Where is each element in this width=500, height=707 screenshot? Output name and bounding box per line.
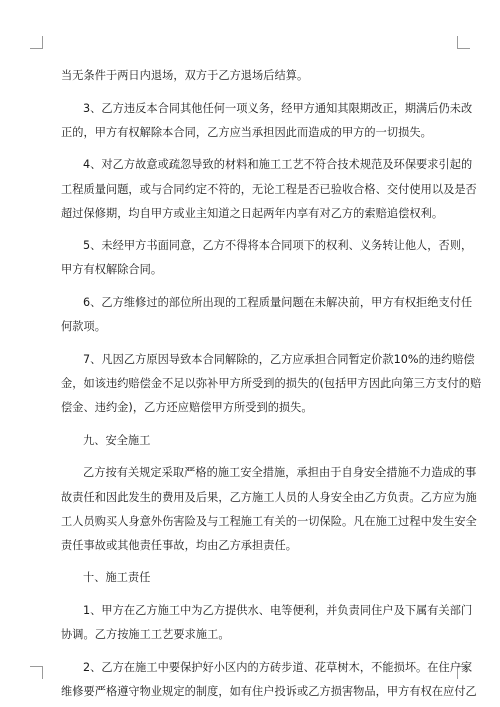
text-line: 正的，甲方有权解除本合同，乙方应当承担因此而造成的甲方的一切损失。 — [61, 125, 432, 139]
crop-mark-bottom-left — [30, 666, 43, 679]
text-line: 4、对乙方故意或疏忽导致的材料和施工工艺不符合技术规范及环保要求引起的 — [83, 158, 473, 172]
text-line: 当无条件于两日内退场，双方于乙方退场后结算。 — [61, 69, 309, 82]
paragraph-spacing — [61, 145, 441, 154]
text-line: 何款项。 — [61, 320, 106, 334]
text-line: 工程质量问题，或与合同约定不符的，无论工程是否已验收合格、交付使用以及是否 — [61, 182, 477, 196]
text-line: 维修要严格遵守物业规定的制度，如有住户投诉或乙方损害物品，甲方有权在应付乙 — [61, 685, 477, 698]
paragraph-resp1 — [61, 599, 473, 647]
text-line: 协调。乙方按施工工艺要求施工。 — [61, 628, 230, 642]
paragraph-spacing — [61, 88, 441, 97]
crop-mark-top-left — [30, 36, 43, 49]
paragraph-item3 — [61, 97, 473, 145]
text-line: 金，如该违约赔偿金不足以弥补甲方所受到的损失的(包括甲方因此向第三方支付的赔 — [61, 377, 482, 390]
text-line: 1、甲方在乙方施工中为乙方提供水、电等便利，并负责同住户及下属有关部门 — [83, 604, 473, 618]
paragraph-heading9 — [61, 429, 441, 453]
crop-mark-top-right — [457, 36, 470, 49]
text-line: 超过保修期，均自甲方或业主知道之日起两年内享有对乙方的索赔追偿权利。 — [61, 206, 444, 220]
paragraph-resp2 — [61, 656, 477, 704]
text-line: 工人员购买人身意外伤害险及与工程施工有关的一切保险。凡在施工过程中发生安全 — [61, 514, 477, 528]
text-line: 十、施工责任 — [83, 571, 151, 585]
text-line: 2、乙方在施工中要保护好小区内的方砖步道、花草树木，不能损坏。在住户家 — [83, 660, 473, 674]
paragraph-spacing — [61, 558, 441, 567]
text-line: 责任事故或其他责任事故，均由乙方承担责任。 — [61, 538, 297, 552]
text-line: 偿金、违约金)，乙方还应赔偿甲方所受到的损失。 — [61, 401, 313, 415]
paragraph-spacing — [61, 591, 441, 600]
text-line: 6、乙方维修过的部位所出现的工程质量问题在未解决前，甲方有权拒绝支付任 — [83, 296, 473, 310]
paragraph-heading10 — [61, 566, 441, 590]
text-line: 九、安全施工 — [83, 433, 151, 447]
paragraph-spacing — [61, 420, 441, 429]
paragraph-item5 — [61, 234, 473, 282]
paragraph-item7 — [61, 348, 482, 420]
paragraph-continued — [61, 64, 441, 88]
paragraph-item6 — [61, 291, 473, 339]
paragraph-safety — [61, 461, 477, 557]
paragraph-spacing — [61, 283, 441, 292]
text-line: 7、凡因乙方原因导致本合同解除的，乙方应承担合同暂定价款10%的违约赔偿 — [83, 352, 475, 366]
text-line: 甲方有权解除合同。 — [61, 263, 163, 277]
document-body — [61, 64, 482, 704]
text-line: 乙方按有关规定采取严格的施工安全措施，承担由于自身安全措施不力造成的事 — [83, 466, 477, 480]
paragraph-spacing — [61, 339, 441, 348]
text-line: 故责任和因此发生的费用及后果，乙方施工人员的人身安全由乙方负责。乙方应为施 — [61, 490, 477, 504]
paragraph-spacing — [61, 647, 441, 656]
text-line: 3、乙方违反本合同其他任何一项义务，经甲方通知其限期改正，期满后仍未改 — [83, 101, 473, 115]
paragraph-item4 — [61, 153, 477, 225]
paragraph-spacing — [61, 226, 441, 235]
paragraph-spacing — [61, 453, 441, 462]
text-line: 5、未经甲方书面同意，乙方不得将本合同项下的权利、义务转让他人，否则， — [83, 239, 473, 253]
